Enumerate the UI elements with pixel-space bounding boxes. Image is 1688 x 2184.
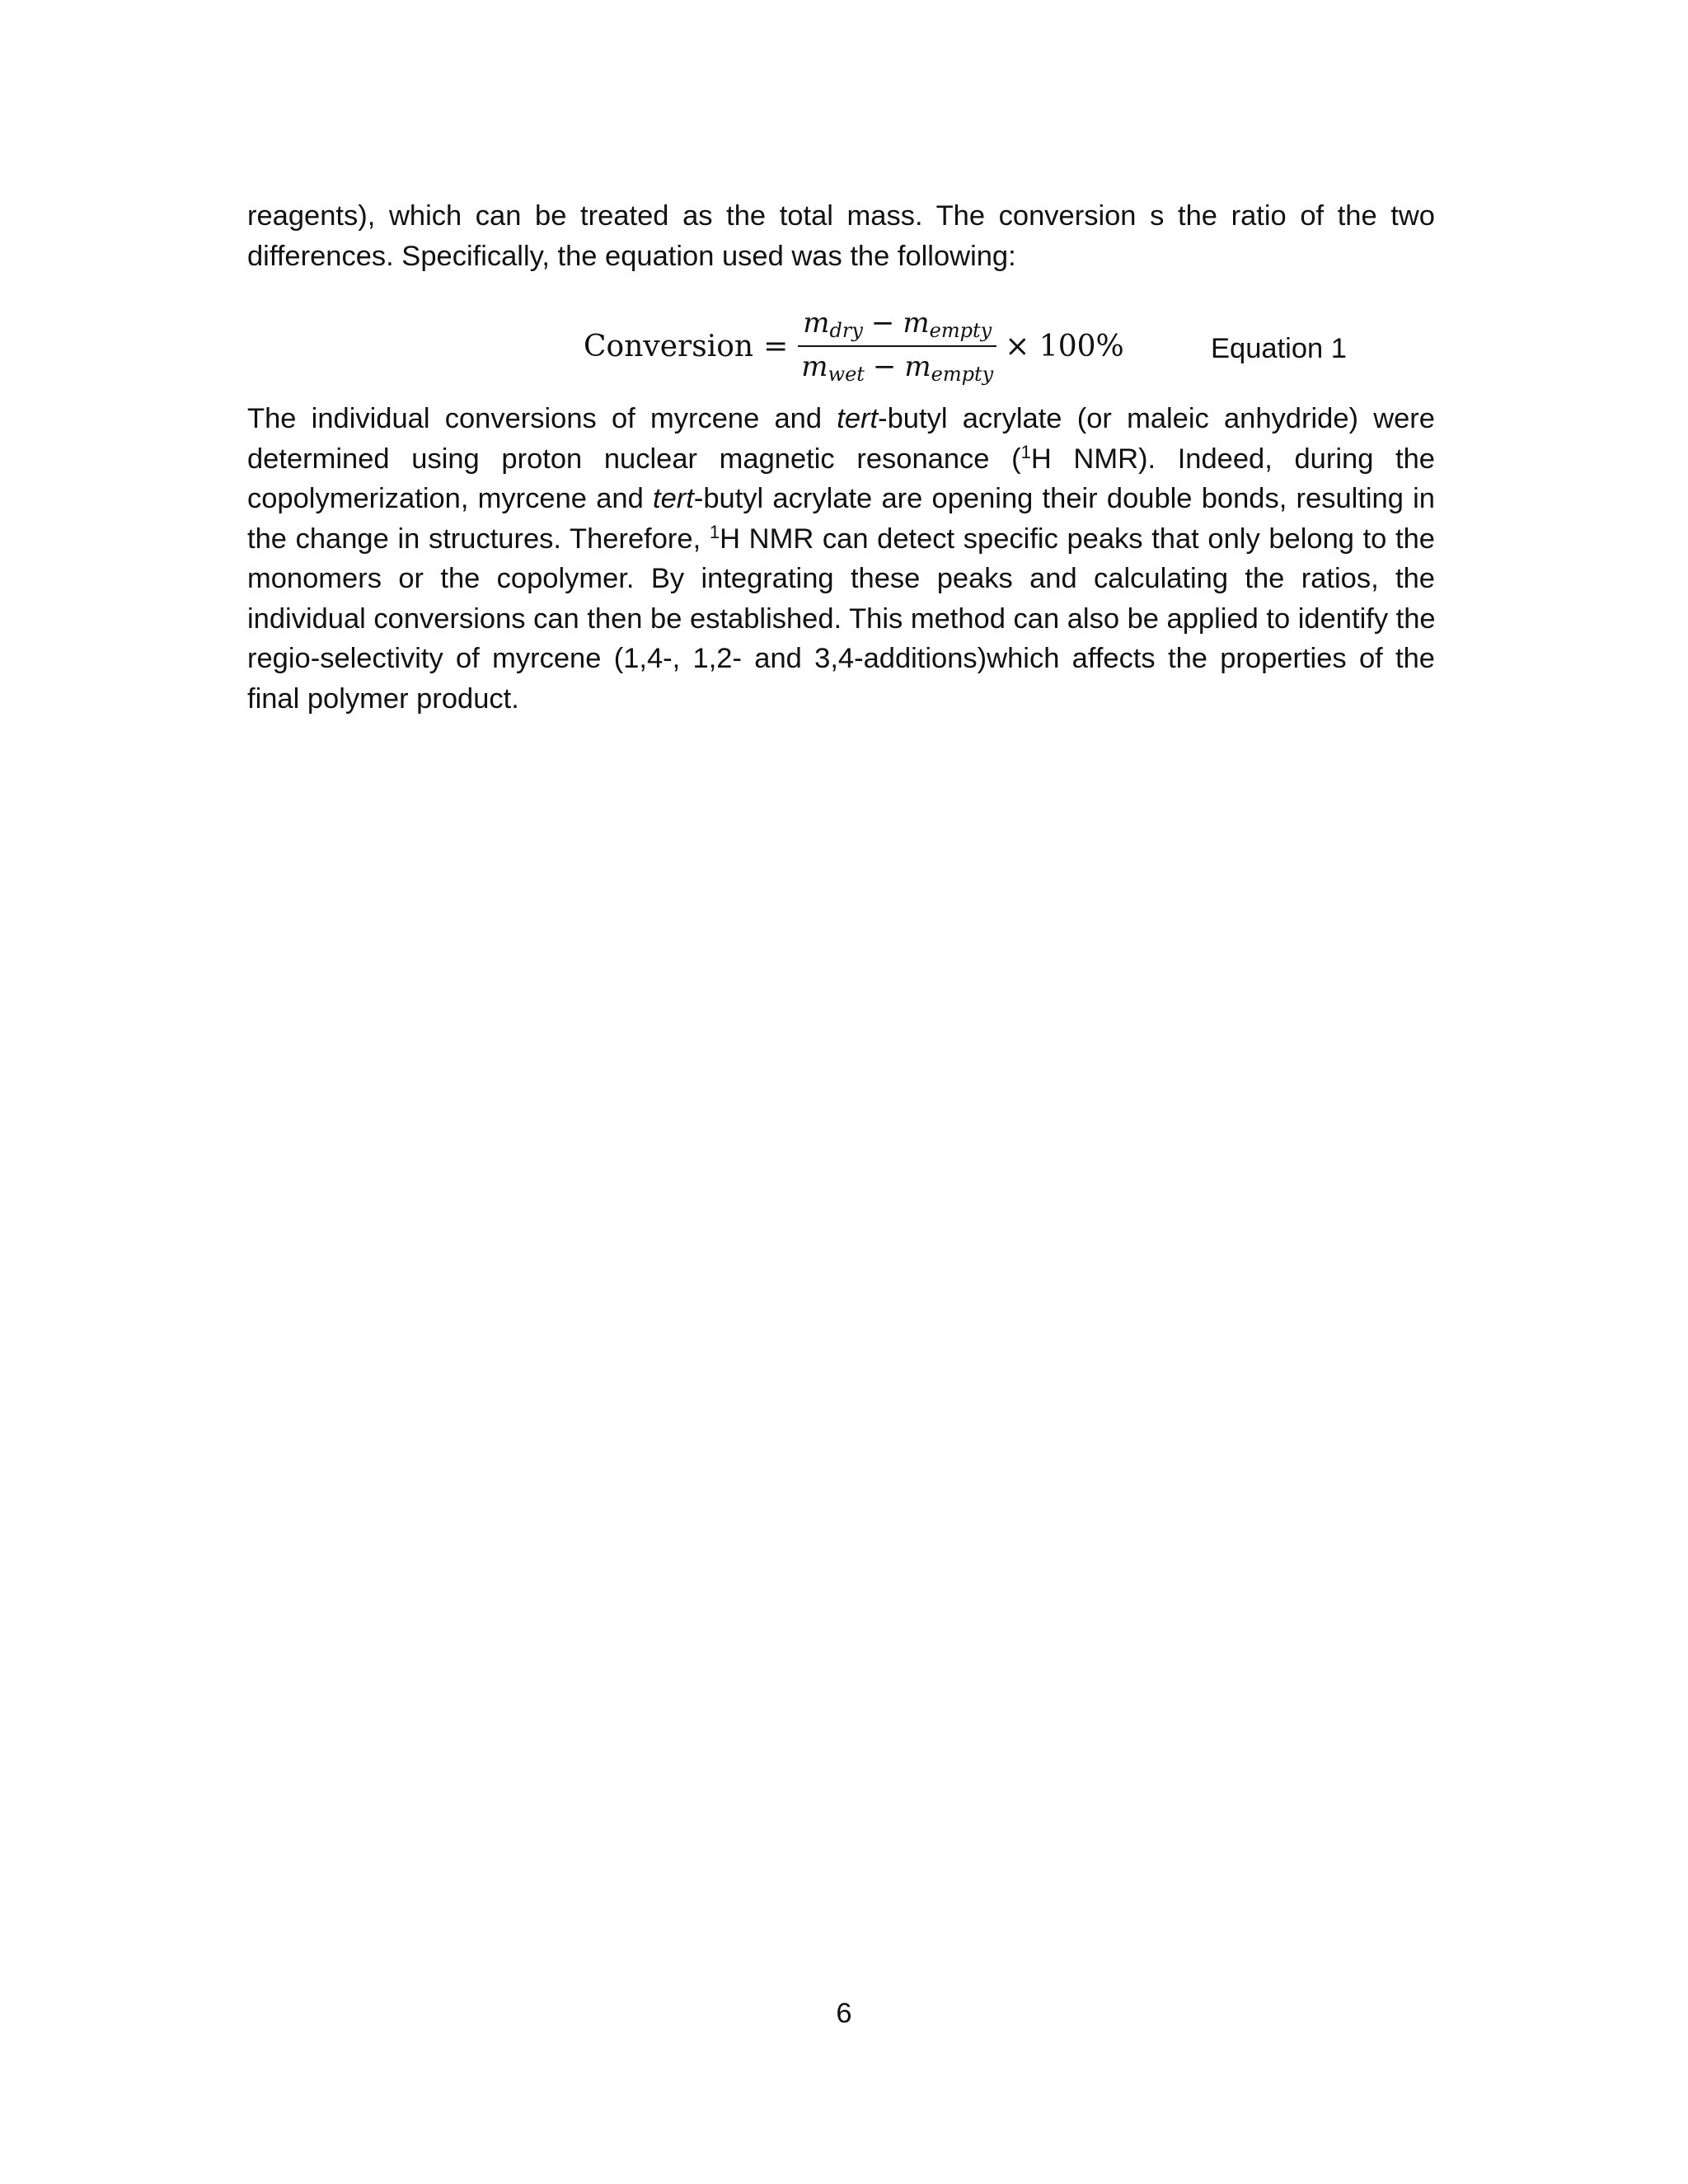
variable-m: m xyxy=(803,307,830,340)
text-run: -butyl acrylate are opening their double bonds, resulting in xyxy=(693,483,1435,514)
page-number: 6 xyxy=(836,1998,852,2029)
subscript-wet: wet xyxy=(828,363,865,386)
text-line: final polymer product. xyxy=(247,682,519,715)
text-line: differences. Specifically, the equation used was the following: xyxy=(247,240,1016,272)
text-line: regio-selectivity of myrcene (1,4-, 1,2- and 3,4-additions)which affects the properties of the xyxy=(247,643,1435,674)
equation-lhs: Conversion xyxy=(584,329,754,363)
conversion-equation xyxy=(584,297,1124,396)
minus-operator: − xyxy=(872,350,897,383)
text-line xyxy=(247,399,1435,439)
text-line: individual conversions can then be established. This method can also be applied to identify the xyxy=(247,602,1436,635)
isotope-superscript: 1 xyxy=(709,521,720,542)
text-run: H NMR). Indeed, during the xyxy=(1030,443,1435,475)
subscript-empty: empty xyxy=(929,319,992,342)
fraction-denominator xyxy=(798,347,996,386)
italic-term: tert xyxy=(837,403,879,434)
text-run: determined using proton nuclear magnetic resonance ( xyxy=(247,443,1021,475)
subscript-empty: empty xyxy=(931,363,994,386)
equals-sign: = xyxy=(763,329,789,363)
paragraph-nmr xyxy=(247,399,1435,719)
text-run: the change in structures. Therefore, xyxy=(247,523,710,555)
equation-multiplier: × 100% xyxy=(1005,329,1124,363)
text-line xyxy=(247,439,1435,480)
text-run: -butyl acrylate (or maleic anhydride) were xyxy=(878,403,1435,434)
variable-m: m xyxy=(801,350,828,383)
text-line xyxy=(247,519,1435,560)
text-line xyxy=(247,479,1435,519)
minus-operator: − xyxy=(870,307,895,340)
variable-m: m xyxy=(904,350,931,383)
text-run: copolymerization, myrcene and xyxy=(247,483,653,514)
text-run: H NMR can detect specific peaks that only belong to the xyxy=(720,523,1435,555)
subscript-dry: dry xyxy=(829,319,863,342)
variable-m: m xyxy=(903,307,930,340)
text-line: reagents), which can be treated as the total mass. The conversion s the ratio of the two xyxy=(247,200,1435,232)
text-run: The individual conversions of myrcene and xyxy=(247,403,837,434)
equation-fraction xyxy=(798,307,996,386)
paragraph-intro xyxy=(247,196,1435,276)
isotope-superscript: 1 xyxy=(1020,441,1031,462)
text-line: monomers or the copolymer. By integrating these peaks and calculating the ratios, the xyxy=(247,563,1435,594)
italic-term: tert xyxy=(652,483,694,514)
fraction-numerator xyxy=(799,307,995,345)
equation-label: Equation 1 xyxy=(1211,333,1347,364)
